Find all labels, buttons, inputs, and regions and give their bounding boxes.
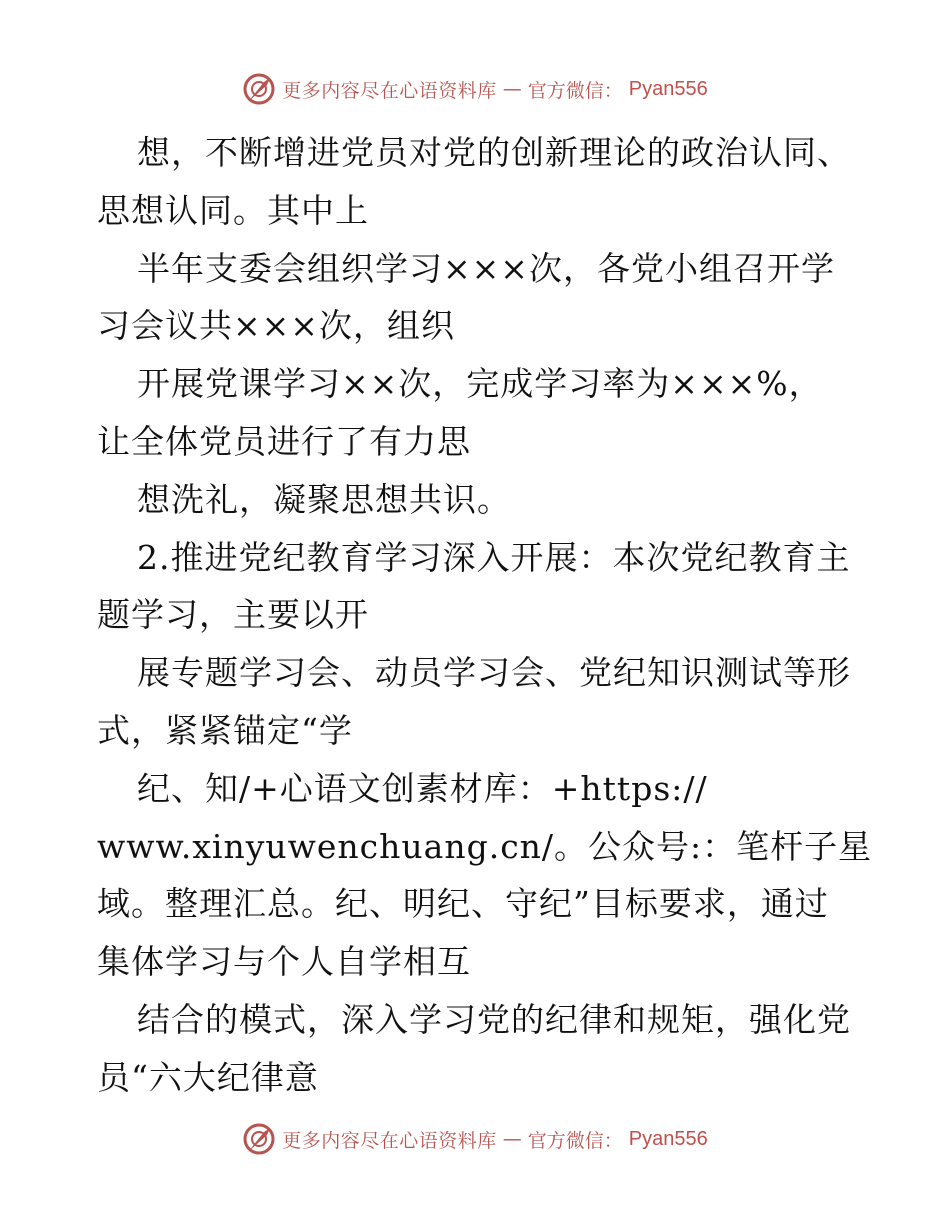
body-line: 结合的模式，深入学习党的纪律和规矩，强化党 bbox=[137, 999, 851, 1039]
body-line: 纪、知/+心语文创素材库：+https:// bbox=[137, 768, 708, 808]
body-line: 2.推进党纪教育学习深入开展：本次党纪教育主 bbox=[137, 537, 851, 577]
body-line: 想，不断增进党员对党的创新理论的政治认同、 bbox=[137, 133, 851, 172]
footer-site-text: 更多内容尽在心语资料库 bbox=[282, 1129, 497, 1152]
document-body bbox=[97, 124, 873, 1107]
body-line: 集体学习与个人自学相互 bbox=[97, 942, 471, 982]
body-line: 想洗礼，凝聚思想共识。 bbox=[137, 479, 511, 519]
body-line: 思想认同。其中上 bbox=[97, 190, 369, 230]
footer-wechat-id: Pyan556 bbox=[628, 1127, 708, 1150]
body-line: 域。整理汇总。纪、明纪、守纪”目标要求，通过 bbox=[97, 884, 829, 924]
body-line: 展专题学习会、动员学习会、党纪知识测试等形 bbox=[137, 653, 851, 693]
body-line: 题学习，主要以开 bbox=[97, 595, 369, 635]
body-line: 员“六大纪律意 bbox=[97, 1057, 319, 1097]
body-line: 半年支委会组织学习×××次，各党小组召开学 bbox=[137, 248, 835, 288]
body-line: 让全体党员进行了有力思 bbox=[97, 421, 471, 461]
quill-pen-logo-icon bbox=[242, 72, 276, 106]
header-wechat-label: 官方微信： bbox=[527, 79, 623, 102]
body-line: 式，紧紧锚定“学 bbox=[97, 710, 353, 750]
header-wechat-id: Pyan556 bbox=[628, 77, 708, 100]
body-line: 习会议共×××次，组织 bbox=[97, 306, 455, 346]
header-separator: — bbox=[502, 78, 522, 100]
quill-pen-logo-icon bbox=[242, 1122, 276, 1156]
body-line: www.xinyuwenchuang.cn/。公众号:：笔杆子星 bbox=[97, 826, 873, 866]
footer-separator: — bbox=[502, 1128, 522, 1150]
footer-wechat-label: 官方微信： bbox=[527, 1129, 623, 1152]
body-line: 开展党课学习××次，完成学习率为×××%， bbox=[137, 364, 823, 404]
header-site-text: 更多内容尽在心语资料库 bbox=[282, 79, 497, 102]
footer-banner bbox=[0, 1122, 950, 1156]
header-banner bbox=[0, 72, 950, 106]
